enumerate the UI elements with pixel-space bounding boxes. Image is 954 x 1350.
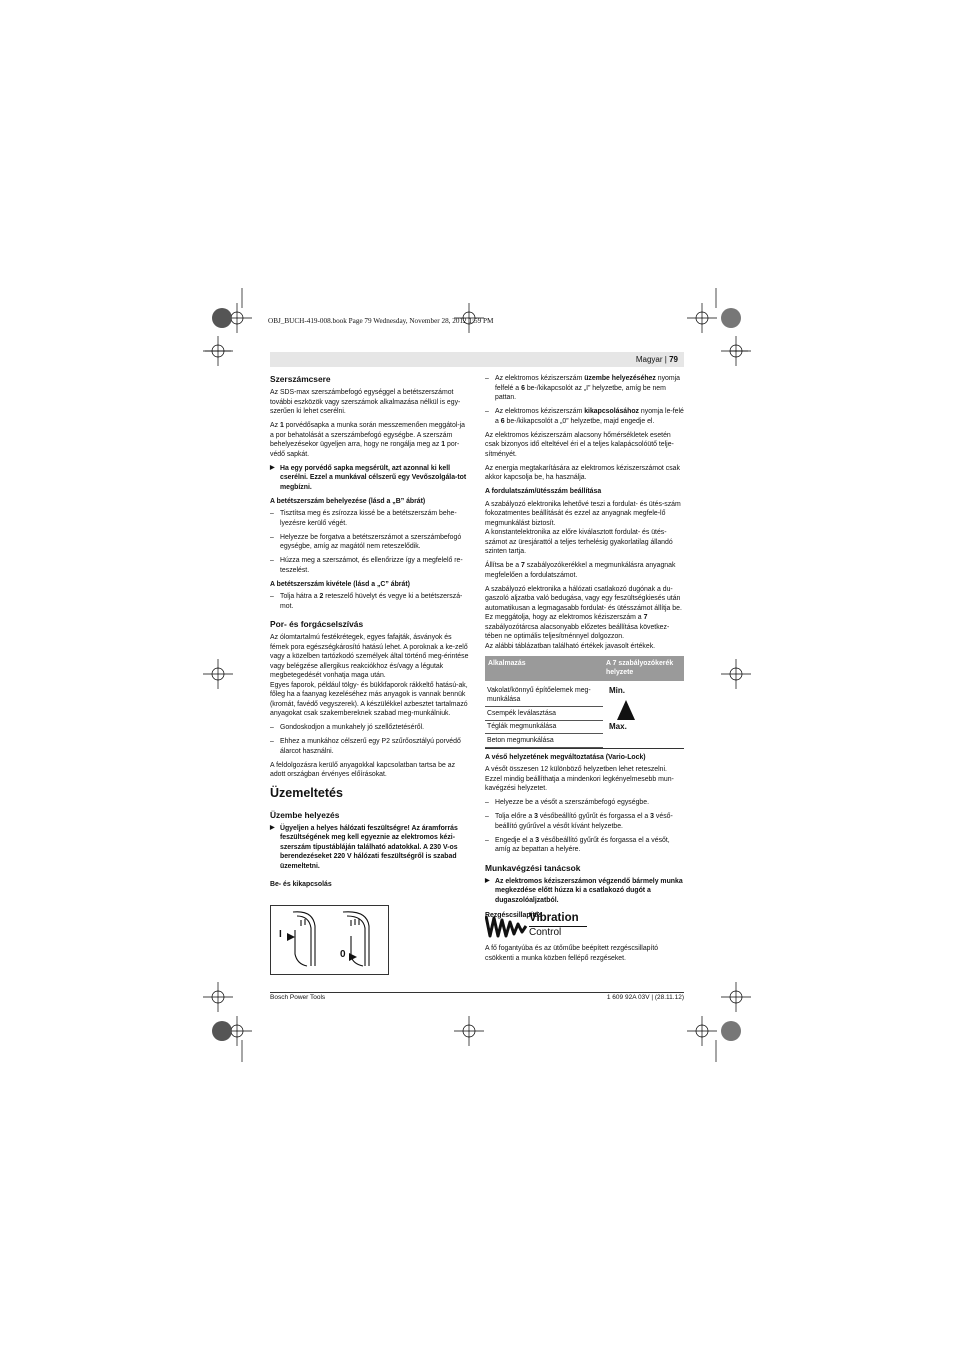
- paragraph-speed-4: A szabályozó elektronika a hálózati csatlakozó dugónak a du-gaszoló aljzatba való bedugása, vagy egy feszültségkiesés után automatikusan a legmagasabb fordulat- és ütésszámot állítja be. Ez meggátolja, hogy az elektromos kéziszerszám a 7 szabályozótárcsa alacsonyabb előzetes beállítása következ-tében ne optimális teljesítménnyel dolgozzon.: [485, 585, 682, 640]
- logo-text-control: Control: [529, 927, 562, 938]
- heading-speed: A fordulatszám/ütésszám beállítása: [485, 488, 602, 495]
- table-cell: Beton megmunkálása: [485, 734, 603, 748]
- max-label: Max.: [609, 721, 627, 731]
- min-label: Min.: [609, 686, 625, 695]
- chisel-steps: [485, 798, 684, 855]
- table-header-wheel-position: A 7 szabályozókerék helyzete: [603, 656, 684, 681]
- list-item: – Tolja előre a 3 vésőbeállító gyűrűt és forgassa el a 3 véső-beállító gyűrűvel a vésőt kívánt helyzetbe.: [485, 812, 684, 831]
- table-cell: Téglák megmunkálása: [485, 720, 603, 734]
- paragraph-speed-1: A szabályozó elektronika lehetővé teszi a fordulat- és ütés-szám fokozatmentes beállítását és ezzel az anyagnak megfele-lő megmunkálást biztosít.: [485, 500, 681, 527]
- heading-tool-change: Szerszámcsere: [270, 374, 331, 384]
- list-item: – Ehhez a munkához célszerű egy P2 szűrőosztályú porvédő álarcot használni.: [270, 737, 469, 756]
- list-item: – Helyezze be forgatva a betétszerszámot a szerszámbefogó egységbe, amíg az magától nem reteszelődik.: [270, 533, 469, 552]
- book-slug: OBJ_BUCH-419-008.book Page 79 Wednesday, November 28, 2012 1:59 PM: [268, 317, 494, 325]
- heading-dust-extraction: Por- és forgácselszívás: [270, 619, 364, 629]
- heading-start-up: Üzembe helyezés: [270, 809, 340, 820]
- paragraph-dust-cap: Az 1 porvédősapka a munka során messzemenően meggátol-ja a por behatolását a szerszámbefogó egységbe. A szerszám behelyezésekor ügyeljen arra, hogy ne rongálja meg az 1 por-védő sapkát.: [270, 422, 465, 458]
- heading-work-tips: Munkavégzési tanácsok: [485, 862, 581, 873]
- logo-text-vibration: Vibration: [529, 912, 579, 924]
- warning-dust-cap: ▶ Ha egy porvédő sapka megsérült, azt azonnal ki kell cserélni. Ezzel a munkával célszerű egy Vevőszolgála-tot megbízni.: [270, 464, 469, 493]
- paragraph-vibration: A fő fogantyúba és az ütőműbe beépített rezgéscsillapító csökkenti a munka közben fellépő rezgéseket.: [485, 945, 659, 962]
- table-bottom-rule: [485, 748, 684, 749]
- paragraph-energy: Az energia megtakarítására az elektromos kéziszerszámot csak akkor kapcsolja be, ha használja.: [485, 464, 680, 481]
- paragraph-regulations: A feldolgozásra kerülő anyagokkal kapcsolatban tartsa be az adott országban érvényes előírásokat.: [270, 761, 456, 778]
- dust-steps: [270, 723, 469, 756]
- remove-steps: [270, 592, 469, 611]
- footer-doc-number: 1 609 92A 03V | (28.11.12): [606, 994, 684, 1001]
- vibration-wave-icon: [485, 912, 529, 940]
- paragraph-speed-3: Állítsa be a 7 szabályozókerékkel a megmunkálásra anyagnak megfelelően a fordulatszámot.: [485, 562, 676, 579]
- heading-operation: Üzemeltetés: [270, 785, 343, 800]
- increase-arrow-icon: [613, 698, 639, 722]
- table-header-row: [485, 656, 684, 681]
- list-item: – Az elektromos kéziszerszám üzembe helyezéséhez nyomja felfelé a 6 be-/kikapcsolót az „I” helyzetbe, amíg be nem pattan.: [485, 374, 684, 403]
- paragraph-dust-health: Az ólomtartalmú festékrétegek, egyes fafajták, ásványok és fémek pora egészségkárosító hatású lehet. A poroknak a ke-zelő vagy a közelben tartózkodó személyek által történő meg-érintése vagy belégzése allergikus reakciókhoz és/vagy a légutak megbetegedését vonhatja maga után.: [270, 634, 469, 679]
- speed-table: [485, 656, 684, 748]
- warning-voltage: ▶ Ügyeljen a helyes hálózati feszültségre! Az áramforrás feszültségének meg kell egyeznie az elektromos kézi-szerszám típustábláján található adatokkal. A 230 V-os berendezéseket 220 V hálózati feszültségről is szabad üzemeltetni.: [270, 824, 469, 872]
- table-cell: Vakolat/könnyű építőelemek meg-munkálása: [485, 681, 603, 707]
- switch-steps: [485, 374, 684, 426]
- list-item: – Tolja hátra a 2 reteszelő hüvelyt és vegye ki a betétszerszá-mot.: [270, 592, 469, 611]
- paragraph-speed-5: Az alábbi táblázatban található értékek javasolt értékek.: [485, 642, 656, 650]
- heading-switch: Be- és kikapcsolás: [270, 881, 332, 888]
- list-item: – Helyezze be a vésőt a szerszámbefogó egységbe.: [485, 798, 684, 808]
- left-column: [270, 374, 469, 893]
- insert-steps: [270, 509, 469, 575]
- paragraph-cold: Az elektromos kéziszerszám alacsony hőmérsékletek esetén csak bizonyos idő elteltével éri el a teljes kalapácsolóütő telje-sítményét.: [485, 431, 674, 458]
- list-item: – Gondoskodjon a munkahely jó szellőztetéséről.: [270, 723, 469, 733]
- warning-unplug: ▶ Az elektromos kéziszerszámon végzendő bármely munka megkezdése előtt húzza ki a csatlakozó dugót a dugaszolóaljzatból.: [485, 877, 684, 906]
- footer-rule: [270, 992, 684, 993]
- list-item: – Tisztítsa meg és zsírozza kissé be a betétszerszám behe-lyezésre kerülő végét.: [270, 509, 469, 528]
- paragraph-sds-max: Az SDS-max szerszámbefogó egységgel a betétszerszámot további eszközök vagy szerszámok alkalmazása nélkül is egy-szerűen ki lehet cserélni.: [270, 389, 461, 415]
- vibration-control-logo: [485, 912, 595, 940]
- paragraph-dust-wood: Egyes faporok, például tölgy- és bükkfaporok rákkeltő hatású-ak, főleg ha a faanyag kezeléséhez más anyagok is vannak bennük (kromát, favédő vegyszerek). A készülékkel azbesztet tartalmazó anyagokat csak szakembereknek szabad meg-munkálniuk.: [270, 681, 468, 717]
- heading-remove-tool: A betétszerszám kivétele (lásd a „C” ábrát): [270, 580, 410, 588]
- table-cell: Csempék leválasztása: [485, 707, 603, 721]
- header-separator: |: [664, 355, 667, 364]
- right-column: [485, 374, 684, 924]
- running-header: [636, 355, 678, 364]
- header-bar: [270, 352, 684, 367]
- header-language: Magyar: [635, 355, 663, 364]
- list-item: – Engedje el a 3 vésőbeállító gyűrűt és forgassa el a vésőt, amíg az bepattan a helyére.: [485, 836, 684, 855]
- heading-insert-tool: A betétszerszám behelyezése (lásd a „B” ábrát): [270, 497, 426, 505]
- page-number: 79: [669, 355, 678, 364]
- switch-illustration: [271, 906, 388, 974]
- switch-off-label: 0: [340, 949, 346, 960]
- footer-publisher: Bosch Power Tools: [270, 994, 326, 1001]
- list-item: – Az elektromos kéziszerszám kikapcsolásához nyomja le-felé a 6 be-/kikapcsolót a „0” helyzetbe, majd engedje el.: [485, 407, 684, 426]
- heading-chisel-position: A véső helyzetének megváltoztatása (Vario-Lock): [485, 753, 646, 761]
- table-header-application: Alkalmazás: [485, 656, 603, 681]
- heading-vibration: Rezgéscsillapítás: [485, 912, 543, 919]
- table-row: [485, 681, 684, 707]
- paragraph-chisel: A vésőt összesen 12 különböző helyzetben lehet reteszelni. Ezzel mindig beállíthatja a mindenkori legkényelmesebb mun-kavégzési helyzetet.: [485, 766, 674, 792]
- paragraph-speed-2: A konstantelektronika az előre kiválasztott fordulat- és ütés-számot az üresjárattól a teljes terhelésig gyakorlatilag állandó szinten tartja.: [485, 529, 673, 555]
- switch-figure: [270, 905, 389, 975]
- switch-on-label: I: [279, 929, 282, 940]
- list-item: – Húzza meg a szerszámot, és ellenőrizze így a megfelelő re-teszelést.: [270, 556, 469, 575]
- min-max-indicator: [603, 681, 684, 748]
